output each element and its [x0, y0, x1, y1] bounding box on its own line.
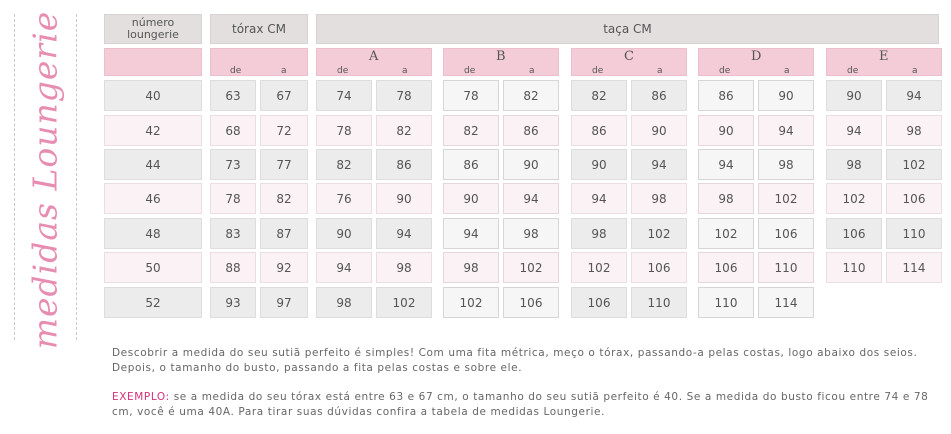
cup-de-cell: 106: [826, 218, 882, 249]
cup-de-cell: 94: [826, 115, 882, 146]
cup-a-cell: 94: [376, 218, 432, 249]
cup-a-cell: 110: [758, 252, 814, 283]
cup-header-a: [316, 48, 432, 76]
label-a: a: [529, 66, 535, 76]
size-cell: 40: [104, 80, 202, 111]
cup-letter: B: [496, 49, 506, 64]
cup-a-cell: 98: [376, 252, 432, 283]
cup-a-cell: 106: [886, 183, 942, 214]
torax-a-cell: 67: [260, 80, 308, 111]
cup-a-cell: 102: [631, 218, 687, 249]
cup-de-cell: 94: [698, 149, 754, 180]
cup-letter: D: [751, 49, 762, 64]
cup-a-cell: 102: [503, 252, 559, 283]
size-cell: 44: [104, 149, 202, 180]
cup-a-cell: 94: [886, 80, 942, 111]
cup-letter: A: [369, 49, 379, 64]
cup-letter: E: [879, 49, 889, 64]
cup-de-cell: 98: [571, 218, 627, 249]
cup-a-cell: 78: [376, 80, 432, 111]
cup-a-cell: 90: [758, 80, 814, 111]
cup-a-cell: 114: [758, 287, 814, 318]
cup-de-cell: 90: [826, 80, 882, 111]
label-a: a: [657, 66, 663, 76]
label-de: de: [337, 66, 349, 76]
cup-de-cell: 86: [571, 115, 627, 146]
size-cell: 42: [104, 115, 202, 146]
pink-header-torax: [210, 48, 308, 76]
cup-header-d: [698, 48, 814, 76]
cup-a-cell: 94: [758, 115, 814, 146]
cup-a-cell: 86: [376, 149, 432, 180]
cup-de-cell: 98: [316, 287, 372, 318]
cup-de-cell: 78: [316, 115, 372, 146]
label-de: de: [592, 66, 604, 76]
torax-de-cell: 93: [210, 287, 256, 318]
label-a: a: [281, 66, 287, 76]
cup-a-cell: 110: [631, 287, 687, 318]
sidebar: [0, 0, 80, 434]
cup-de-cell: 98: [698, 183, 754, 214]
pink-header-numero: [104, 48, 202, 76]
header-torax: tórax CM: [210, 14, 308, 44]
torax-a-cell: 82: [260, 183, 308, 214]
description-text: Descobrir a medida do seu sutiã perfeito é simples! Com uma fita métrica, meço o tórax, passando-a pelas costas, logo abaixo dos seios. Depois, o tamanho do busto, passando a fita pelas costas e sobre ele.: [112, 347, 918, 374]
torax-a-cell: 72: [260, 115, 308, 146]
cup-de-cell: 86: [443, 149, 499, 180]
header-taca: taça CM: [316, 14, 939, 44]
cup-a-cell: 98: [758, 149, 814, 180]
example-label: EXEMPLO:: [112, 391, 170, 403]
torax-a-cell: 77: [260, 149, 308, 180]
torax-a-cell: 97: [260, 287, 308, 318]
left-dashed-line: [14, 14, 15, 340]
cup-a-cell: 102: [376, 287, 432, 318]
cup-de-cell: 106: [698, 252, 754, 283]
cup-de-cell: 74: [316, 80, 372, 111]
right-dashed-line: [76, 14, 77, 340]
cup-header-b: [443, 48, 559, 76]
cup-de-cell: 90: [698, 115, 754, 146]
cup-a-cell: 106: [758, 218, 814, 249]
cup-de-cell: 94: [571, 183, 627, 214]
torax-de-cell: 63: [210, 80, 256, 111]
cup-de-cell: 98: [826, 149, 882, 180]
label-a: a: [784, 66, 790, 76]
cup-de-cell: 82: [571, 80, 627, 111]
cup-de-cell: 102: [443, 287, 499, 318]
label-de: de: [719, 66, 731, 76]
cup-a-cell: 94: [503, 183, 559, 214]
label-de: de: [230, 66, 242, 76]
cup-a-cell: 94: [631, 149, 687, 180]
cup-de-cell: 90: [571, 149, 627, 180]
header-numero-loungerie: número loungerie: [104, 14, 202, 44]
cup-de-cell: 86: [698, 80, 754, 111]
size-cell: 52: [104, 287, 202, 318]
cup-a-cell: 90: [631, 115, 687, 146]
cup-a-cell: 114: [886, 252, 942, 283]
cup-a-cell: 98: [886, 115, 942, 146]
cup-de-cell: 102: [571, 252, 627, 283]
cup-a-cell: 102: [886, 149, 942, 180]
size-cell: 46: [104, 183, 202, 214]
label-de: de: [847, 66, 859, 76]
cup-header-c: [571, 48, 687, 76]
cup-a-cell: 90: [376, 183, 432, 214]
cup-a-cell: 86: [631, 80, 687, 111]
cup-de-cell: 90: [316, 218, 372, 249]
cup-de-cell: 102: [698, 218, 754, 249]
cup-a-cell: 82: [376, 115, 432, 146]
example-paragraph: [112, 390, 937, 420]
cup-de-cell: 94: [316, 252, 372, 283]
cup-de-cell: 98: [443, 252, 499, 283]
cup-de-cell: 106: [571, 287, 627, 318]
size-cell: 48: [104, 218, 202, 249]
cup-header-e: [826, 48, 942, 76]
cup-de-cell: 82: [443, 115, 499, 146]
torax-de-cell: 78: [210, 183, 256, 214]
cup-a-cell: 82: [503, 80, 559, 111]
cup-a-cell: 110: [886, 218, 942, 249]
cup-de-cell: 102: [826, 183, 882, 214]
cup-de-cell: 94: [443, 218, 499, 249]
cup-a-cell: 102: [758, 183, 814, 214]
torax-de-cell: 68: [210, 115, 256, 146]
torax-de-cell: 83: [210, 218, 256, 249]
cup-letter: C: [624, 49, 634, 64]
cup-de-cell: 76: [316, 183, 372, 214]
cup-a-cell: 106: [503, 287, 559, 318]
torax-de-cell: 88: [210, 252, 256, 283]
cup-a-cell: 90: [503, 149, 559, 180]
example-text: se a medida do seu tórax está entre 63 e 67 cm, o tamanho do seu sutiã perfeito é 40. Se a medida do busto ficou entre 74 e 78 cm, você é uma 40A. Para tirar suas dúvidas confira a tabela de medidas Loungerie.: [112, 391, 929, 418]
cup-de-cell: 90: [443, 183, 499, 214]
cup-a-cell: 98: [503, 218, 559, 249]
cup-a-cell: 86: [503, 115, 559, 146]
side-title: medidas Loungerie: [25, 10, 65, 350]
torax-a-cell: 87: [260, 218, 308, 249]
label-de: de: [464, 66, 476, 76]
cup-de-cell: 110: [698, 287, 754, 318]
torax-a-cell: 92: [260, 252, 308, 283]
label-a: a: [402, 66, 408, 76]
label-a: a: [912, 66, 918, 76]
cup-a-cell: 106: [631, 252, 687, 283]
cup-de-cell: 78: [443, 80, 499, 111]
cup-a-cell: 98: [631, 183, 687, 214]
torax-de-cell: 73: [210, 149, 256, 180]
cup-de-cell: 82: [316, 149, 372, 180]
size-cell: 50: [104, 252, 202, 283]
cup-de-cell: 110: [826, 252, 882, 283]
